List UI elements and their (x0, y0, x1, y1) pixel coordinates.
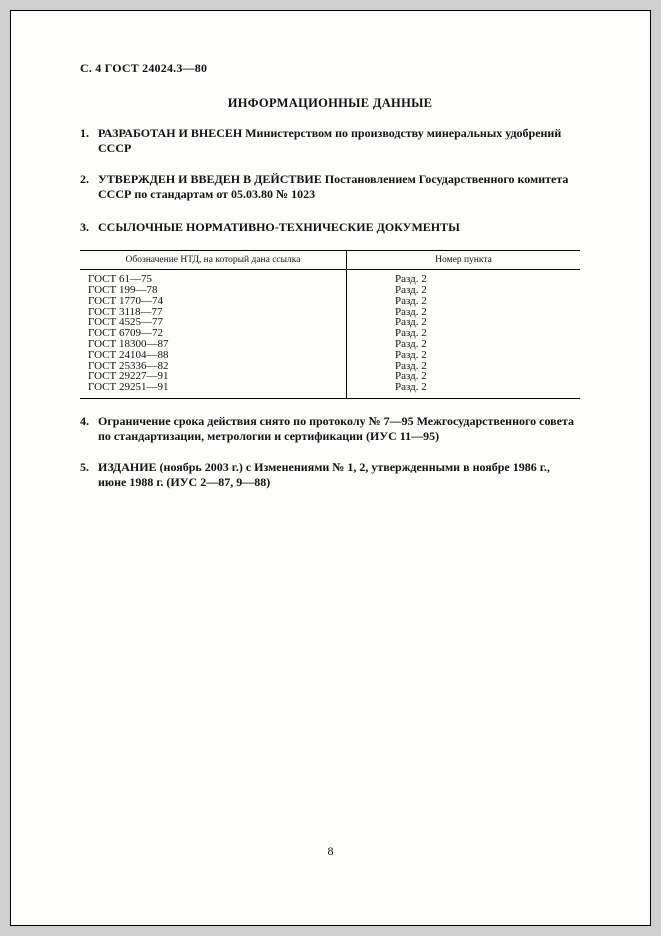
clause-number-cell: Разд. 2 (395, 359, 427, 372)
item-number: 2. (80, 171, 89, 186)
numbered-item (80, 220, 580, 235)
designation-column (80, 270, 347, 398)
ntd-designation-cell: ГОСТ 199—78 (88, 284, 158, 297)
clause-number-cell: Разд. 2 (395, 348, 427, 361)
clause-number-cell: Разд. 2 (395, 305, 427, 318)
table-header-row (80, 250, 580, 270)
numbered-item (80, 460, 580, 491)
ntd-designation-cell: ГОСТ 18300—87 (88, 338, 169, 351)
clause-number-cell: Разд. 2 (395, 338, 427, 351)
item-number: 3. (80, 220, 89, 235)
ntd-designation-cell: ГОСТ 24104—88 (88, 348, 169, 361)
running-header: С. 4 ГОСТ 24024.3—80 (80, 61, 208, 75)
ntd-designation-cell: ГОСТ 25336—82 (88, 359, 169, 372)
clause-column (347, 270, 580, 398)
column-header-clause: Номер пункта (435, 254, 492, 265)
ntd-designation-cell: ГОСТ 29251—91 (88, 381, 169, 394)
ntd-designation-cell: ГОСТ 6709—72 (88, 327, 163, 340)
item-number: 1. (80, 126, 89, 140)
clause-number-cell: Разд. 2 (395, 381, 427, 394)
ntd-designation-cell: ГОСТ 1770—74 (88, 294, 163, 307)
clause-number-cell: Разд. 2 (395, 327, 427, 340)
item-text: ССЫЛОЧНЫЕ НОРМАТИВНО-ТЕХНИЧЕСКИЕ ДОКУМЕНТЫ (98, 220, 460, 235)
item-number: 4. (80, 414, 89, 428)
clause-number-cell: Разд. 2 (395, 273, 427, 286)
ntd-designation-cell: ГОСТ 3118—77 (88, 305, 163, 318)
item-number: 5. (80, 459, 89, 474)
table-body (80, 270, 580, 398)
clause-number-cell: Разд. 2 (395, 316, 427, 329)
ntd-designation-cell: ГОСТ 29227—91 (88, 370, 169, 383)
clause-number-cell: Разд. 2 (395, 284, 427, 297)
ntd-designation-cell: ГОСТ 61—75 (88, 273, 152, 286)
ntd-designation-cell: ГОСТ 4525—77 (88, 316, 163, 329)
numbered-item (80, 126, 580, 157)
item-text: Ограничение срока действия снято по протоколу № 7—95 Межгосударственного совета по стандартизации, метрологии и сертификации (ИУС 11—95) (98, 414, 575, 444)
column-header-designation: Обозначение НТД, на который дана ссылка (80, 251, 347, 269)
document-page (10, 10, 651, 926)
clause-number-cell: Разд. 2 (395, 294, 427, 307)
reference-documents-table (80, 250, 580, 399)
numbered-item (80, 414, 580, 445)
item-text: УТВЕРЖДЕН И ВВЕДЕН В ДЕЙСТВИЕ Постановлением Государственного комитета СССР по стандартам от 05.03.80 № 1023 (98, 171, 569, 202)
item-text: РАЗРАБОТАН И ВНЕСЕН Министерством по производству минеральных удобрений СССР (98, 126, 562, 156)
page-number: 8 (327, 844, 334, 858)
item-text: ИЗДАНИЕ (ноябрь 2003 г.) с Изменениями № 1, 2, утвержденными в ноябре 1986 г., июне 1988 г. (ИУС 2—87, 9—88) (98, 459, 550, 490)
clause-number-cell: Разд. 2 (395, 370, 427, 383)
numbered-item (80, 172, 580, 203)
page-content (80, 61, 580, 490)
section-title: ИНФОРМАЦИОННЫЕ ДАННЫЕ (227, 96, 433, 110)
